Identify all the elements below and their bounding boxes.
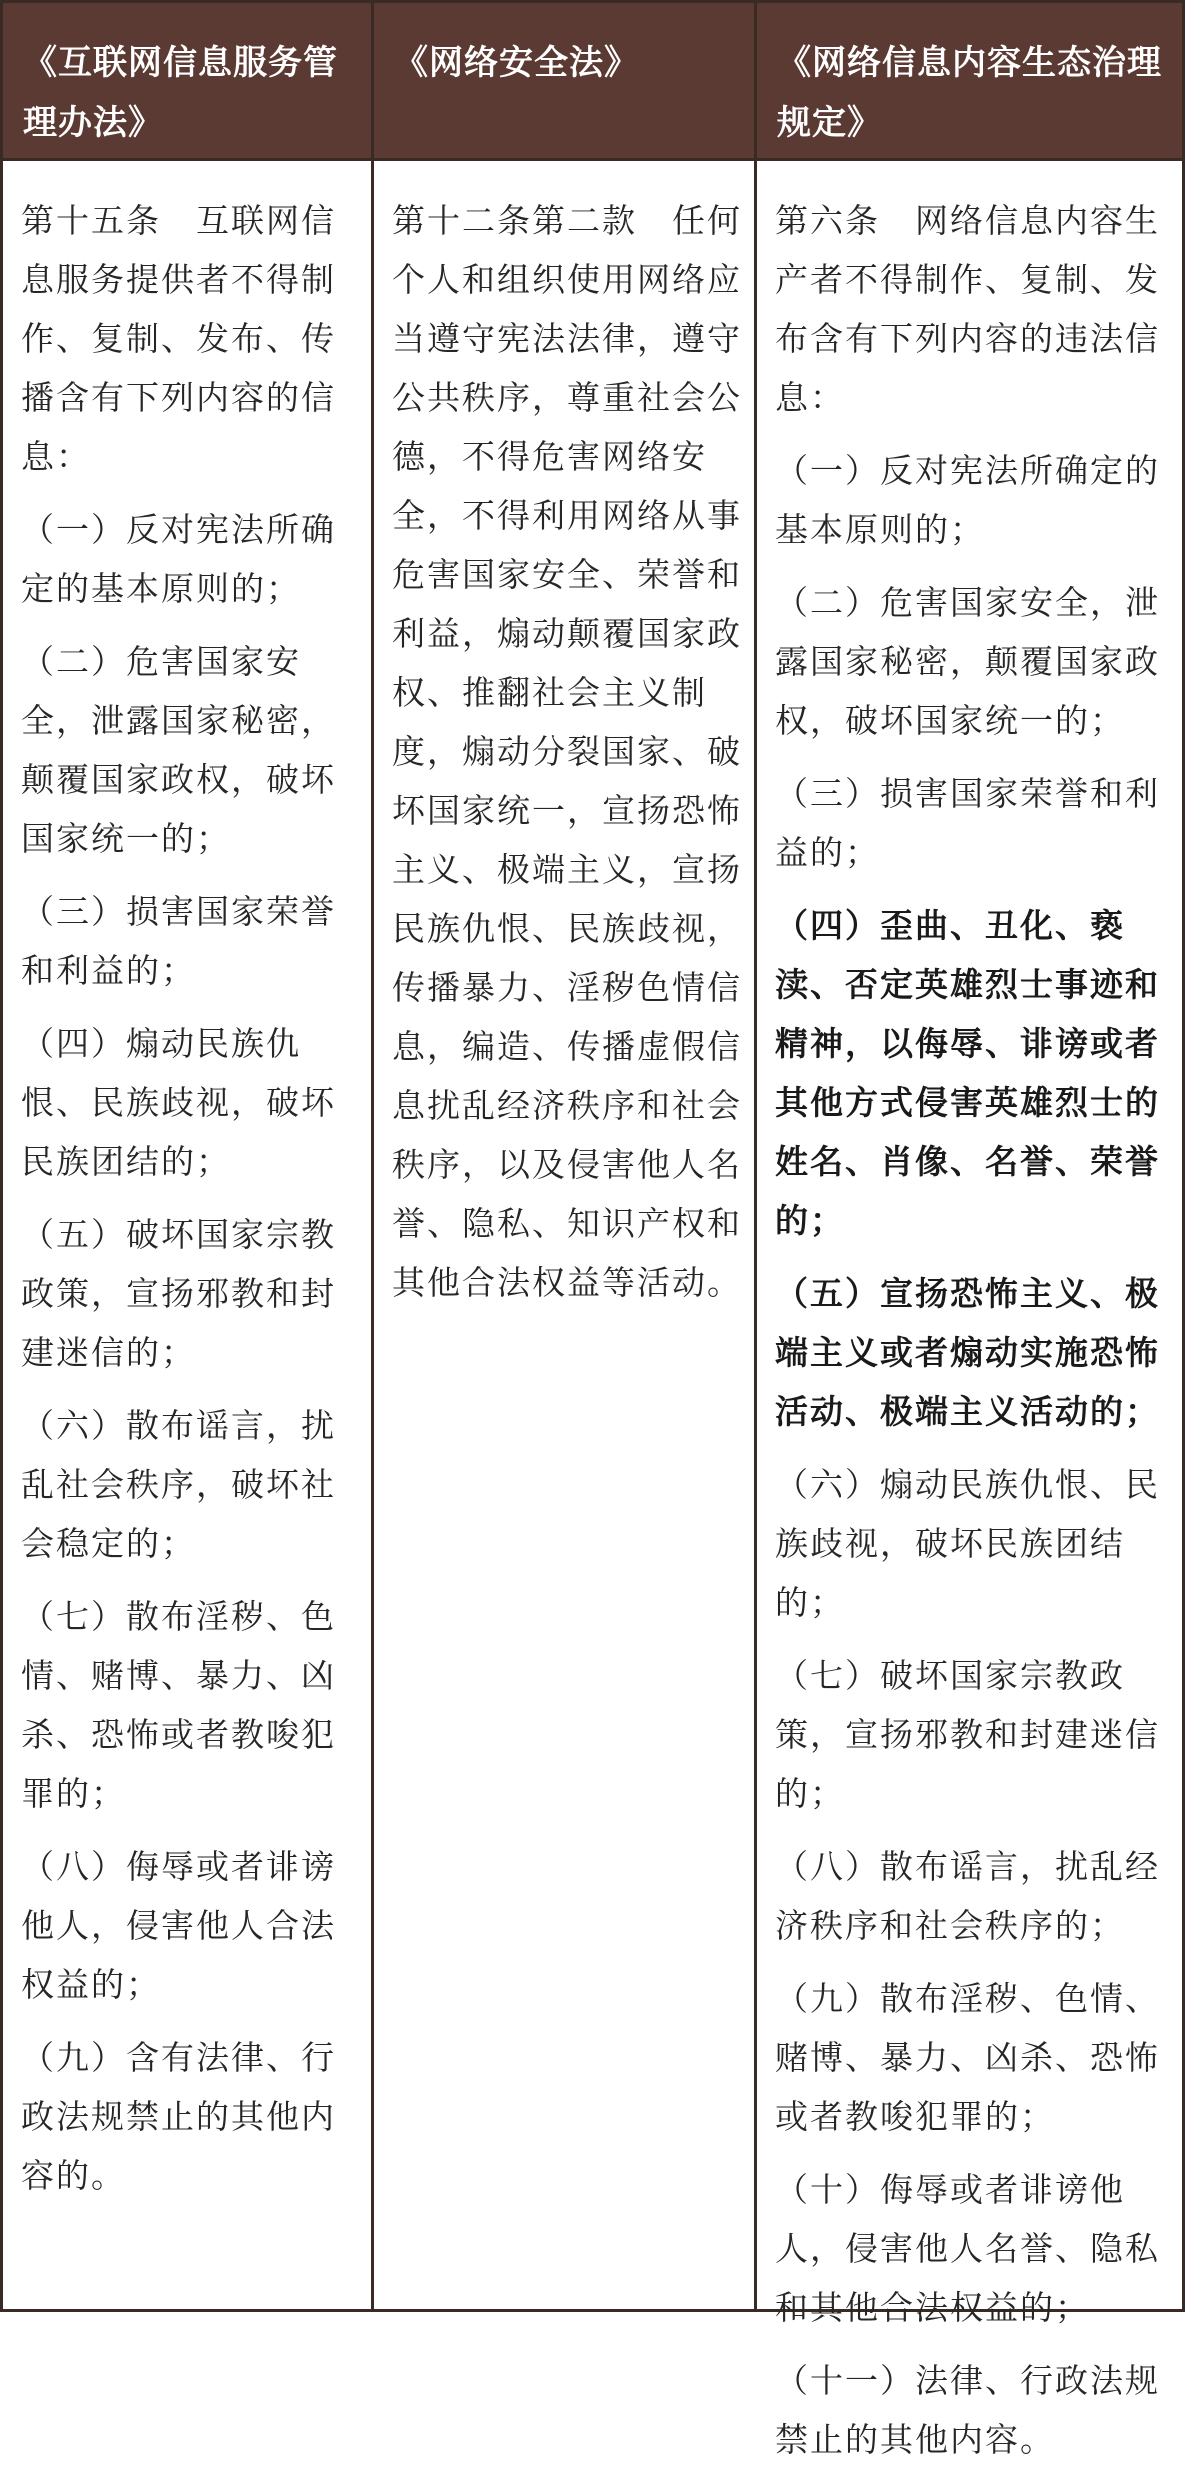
list-item-emphasized: （五）宣扬恐怖主义、极端主义或者煽动实施恐怖活动、极端主义活动的；: [775, 1274, 1160, 1431]
list-item: （一）反对宪法所确定的基本原则的；: [775, 451, 1160, 549]
list-item: （九）散布淫秽、色情、赌博、暴力、凶杀、恐怖或者教唆犯罪的；: [775, 1979, 1160, 2136]
list-item: （六）散布谣言，扰乱社会秩序，破坏社会稳定的；: [21, 1406, 336, 1563]
header-cybersecurity-law: 《网络安全法》: [394, 43, 639, 83]
column-network-info-content-ecosystem-provisions: [757, 161, 1182, 2459]
list-item: （八）散布谣言，扰乱经济秩序和社会秩序的；: [775, 1847, 1160, 1945]
list-item: （九）含有法律、行政法规禁止的其他内容的。: [21, 2038, 336, 2195]
list-item: （六）煽动民族仇恨、民族歧视，破坏民族团结的；: [775, 1465, 1160, 1622]
list-item: （八）侮辱或者诽谤他人，侵害他人合法权益的；: [21, 1847, 336, 2004]
column-internet-info-service-measures: [3, 161, 371, 2309]
list-item: （十）侮辱或者诽谤他人，侵害他人名誉、隐私和其他合法权益的；: [775, 2170, 1160, 2327]
list-item: （二）危害国家安全，泄露国家秘密，颠覆国家政权，破坏国家统一的；: [775, 583, 1160, 740]
article-intro: 第十二条第二款 任何个人和组织使用网络应当遵守宪法法律，遵守公共秩序，尊重社会公德，不得危害网络安全，不得利用网络从事危害国家安全、荣誉和利益，煽动颠覆国家政权、推翻社会主义制度，煽动分裂国家、破坏国家统一，宣扬恐怖主义、极端主义，宣扬民族仇恨、民族歧视，传播暴力、淫秽色情信息，编造、传播虚假信息扰乱经济秩序和社会秩序，以及侵害他人名誉、隐私、知识产权和其他合法权益等活动。: [392, 201, 742, 1302]
article-intro: 第十五条 互联网信息服务提供者不得制作、复制、发布、传播含有下列内容的信息：: [21, 201, 336, 476]
list-item: （五）破坏国家宗教政策，宣扬邪教和封建迷信的；: [21, 1215, 336, 1372]
list-item: （四）煽动民族仇恨、民族歧视，破坏民族团结的；: [21, 1024, 336, 1181]
list-item: （三）损害国家荣誉和利益的；: [21, 892, 336, 990]
list-item-emphasized: （四）歪曲、丑化、亵渎、否定英雄烈士事迹和精神，以侮辱、诽谤或者其他方式侵害英雄烈士的姓名、肖像、名誉、荣誉的；: [775, 906, 1160, 1240]
list-item: （三）损害国家荣誉和利益的；: [775, 774, 1160, 872]
list-item: （七）破坏国家宗教政策，宣扬邪教和封建迷信的；: [775, 1656, 1160, 1813]
header-internet-info-service-measures: 《互联网信息服务管理办法》: [23, 43, 338, 143]
table-header-row: [3, 3, 1182, 158]
list-item: （十一）法律、行政法规禁止的其他内容。: [775, 2361, 1160, 2459]
column-cybersecurity-law: [374, 161, 754, 2309]
list-item: （二）危害国家安全，泄露国家秘密，颠覆国家政权，破坏国家统一的；: [21, 642, 336, 858]
article-intro: 第六条 网络信息内容生产者不得制作、复制、发布含有下列内容的违法信息：: [775, 201, 1160, 417]
header-network-info-content-ecosystem-provisions: 《网络信息内容生态治理规定》: [777, 43, 1162, 143]
list-item: （七）散布淫秽、色情、赌博、暴力、凶杀、恐怖或者教唆犯罪的；: [21, 1597, 336, 1813]
list-item: （一）反对宪法所确定的基本原则的；: [21, 510, 336, 608]
